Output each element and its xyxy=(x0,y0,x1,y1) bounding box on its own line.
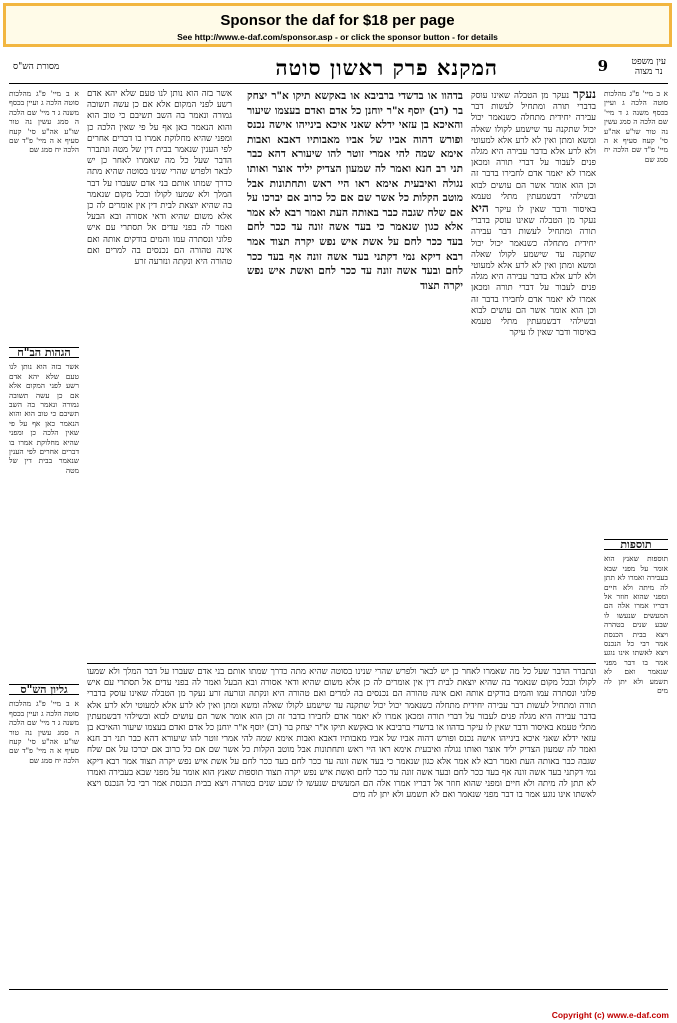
bottom-commentary xyxy=(87,667,596,985)
page-number: 9 xyxy=(597,57,608,75)
sponsor-banner-title[interactable]: Sponsor the daf for $18 per page xyxy=(220,12,455,29)
bottom-commentary-text-3: בדהוו או בדשדי ברביבא או באקשא תיקו א"ר יצחק בר (רב) יוסף א"ר יוחנן כל אדם ואדם בעצמו שיעור והאיכא בן עזאי ידלא שאני איכא בינייהו אישה נכנס ופורש דהוה אביו של אביו מאבותיו דאבא ואבות אימא שמה להי אמרי זוטר להו שיעורא דהא כבר תני רב חנא ואמר לה שמעון הצדיק יליד אוצר ואותו נגולה ואיבעית אימא ראו היי ראש ותחתונות אבל מוטב הקלות כל אשר שם אם כל כרוב אם יברכו על אם שלח שגבה כבר באותה העת ואמר רבא לא אמר אלא כגון שנאמר כי בעד אשה זונה עד ככר לחם בעד ככר לחם על אשת איש נפש יקרה תצוד אמר רבא דיקא נמי דקתני בעד אשה זונה אף בעד ככר לחם ובעד אשה זונה עד ככר לחם ואשת איש נפש יקרה תצוד xyxy=(87,723,596,778)
bottom-commentary-text: ונתברר הדבר שעל כל מה שאמרו לאחר כן יש לבאר ולפרש שהרי שנינו בסוטה שהיא מתה כדרך שמתו אותם בני אדם שעברו על דבר המלך ולא שמעו לקולו ובכל מקום שנאמר בה שהיא יוצאת לבית דין אין אומרים לה כן אלא משום שהיא ודאי אסורה ובא הבעל ואמר לה בפני עדים אל תסתרי עם איש פלוני ונסתרה עמו והמים בודקים אותה ואם אינה טהורה הם נכנסים בה למרים ואם טהורה היא ונקתה ונזרעה זרע xyxy=(87,667,596,700)
tosafot-heading: תוספות xyxy=(604,539,668,550)
masoret-hashas-label: מסורת הש"ס xyxy=(13,62,60,72)
bottom-commentary-text-4: תוספות שאנץ הוא אומר על מפני שבא בעבירה ואמרו לא תתן לה מיתה ולא חיים ומפני שהוא חוזר אל דבריו אמרו אלה הם המעשים שנעשו לו שבע שנים בטהרה ויצא בבית הכנסת אמר רבי כל הנכנס ויצא לאשתו אינו נוגע אמר בו דבר מפני שנאמר ואם לא תשמע ולא יתן לה מים xyxy=(87,767,596,801)
ein-mishpat-label xyxy=(632,57,666,77)
gemara-dibbur: היא xyxy=(471,201,489,216)
commentary-column xyxy=(87,89,232,659)
hagahot-column xyxy=(9,343,79,673)
footer-rule xyxy=(9,989,668,990)
bottom-commentary-text-2: נעקר מן הטבלה שאינו עוסק בדברי תורה ומתחיל לעשות דבר עבירה יחידית מתחלה כשנאמר יכול יכול שתקנה עד שישמע לקולו שאלה ומשא ומתן ואין לא לרע אלא למעוטי ולא לרע אלא בדבר עבירה היא מגלה פנים לעבור על דברי תורה ומכאן אמרו לא יאמר אדם לחבירו בדבר זה וכן הוא אומר אשר הם עושים לבוא ובשילהי דבשמעתין מתלי טעמא באיסור ודבר שאין לו עיקר xyxy=(87,689,596,734)
rashi-dibbur-hamatchil: נעקר xyxy=(573,89,596,101)
gilyon-column xyxy=(9,680,79,800)
rashi-text-continued: נעקר מן הטבלה שאינו עוסק בדברי תורה ומתחיל לעשות דבר עבירה יחידית מתחלה כשנאמר יכול יכול שתקנה עד שישמע לקולו שאלה ומשא ומתן ואין לא לרע אלא למעוטי ולא לרע אלא בדבר עבירה היא מגלה פנים לעבור על דברי תורה ומכאן אמרו לא יאמר אדם לחבירו בדבר זה וכן הוא אומר אשר הם עושים לבוא ובשילהי דבשמעתין מתלי טעמא באיסור ודבר שאין לו עיקר xyxy=(471,216,596,339)
gilyon-text: א ב מיי' פ"ג מהלכות סוטה הלכה ג ועיין בכסף משנה ג ד מיי' שם הלכה ה סמג עשין נה טור שו"ע אה"ע סי' קעח סעיף א ה מיי' פ"ד שם הלכה יח סמג שם xyxy=(9,699,79,765)
header-rule xyxy=(9,83,668,84)
gemara-text: בדהוו או בדשדי ברביבא או באקשא תיקו א"ר יצחק בר (רב) יוסף א"ר יוחנן כל אדם ואדם בעצמו שיעור והאיכא בן עזאי ידלא שאני איכא בינייהו אישה נכנס ופורש דהוה אביו של אביו מאבותיו דאבא ואבות אימא שמה להי אמרי זוטר להו שיעורא דהא כבר תני רב חנא ואמר לה שמעון הצדיק יליד אוצר ואותו נגולה ואיבעית אימא ראו היי ראש ותחתונות אבל מוטב הקלות כל אשר שם אם כל כרוב אם יברכו על אם שלח שגבה כבר באותה העת ואמר רבא לא אמר אלא כגון שנאמר כי בעד אשה זונה עד ככר לחם בעד ככר לחם על אשת איש נפש יקרה תצוד אמר רבא דיקא נמי דקתני בעד אשה זונה אף בעד ככר לחם ובעד אשה זונה עד ככר לחם ואשת איש נפש יקרה תצוד xyxy=(247,90,463,292)
gemara-column xyxy=(247,89,463,659)
ein-mishpat-line-2: נר מצוה xyxy=(634,67,663,77)
rashi-column xyxy=(471,89,596,659)
gilyon-heading: גליון הש"ס xyxy=(9,684,79,695)
bottom-divider xyxy=(87,663,596,664)
sponsor-banner[interactable] xyxy=(3,3,672,47)
copyright-notice[interactable]: Copyright (c) www.e-daf.com xyxy=(551,1010,669,1020)
ein-mishpat-text: א ב מיי' פ"ג מהלכות סוטה הלכה ג ועיין בכסף משנה ג ד מיי' שם הלכה ה סמג עשין נה טור שו"ע אה"ע סי' קעח סעיף א ה מיי' פ"ד שם הלכה יח סמג שם xyxy=(604,89,668,164)
page-title: המקנא פרק ראשון סוטה xyxy=(275,55,498,80)
ein-mishpat-line-1: עין משפט xyxy=(631,57,666,67)
tosafot-text: תוספות שאנץ הוא אומר על מפני שבא בעבירה ואמרו לא תתן לה מיתה ולא חיים ומפני שהוא חוזר אל דבריו אמרו אלה הם המעשים שנעשו לו שבע שנים בטהרה ויצא בבית הכנסת אמר רבי כל הנכנס ויצא לאשתו אינו נוגע אמר בו דבר מפני שנאמר ואם לא תשמע ולא יתן לה מים xyxy=(604,554,668,696)
sponsor-banner-subtitle[interactable]: See http://www.e-daf.com/sponsor.asp - or click the sponsor button - for details xyxy=(177,32,498,42)
page-header xyxy=(9,55,668,85)
hagahot-heading: הגהות הב"ח xyxy=(9,347,79,358)
commentary-text: אשר בזה הוא נותן לנו טעם שלא יהא אדם רשע לפני המקום אלא אם כן עשה תשובה גמורה ונאמר בה השב תשיבם כי טוב הוא והוא הנאמר כאן אף על פי שאין הלכה כן ומפני שהיא מחלוקת אמרו בו דברים אחרים לפי הענין שנאמר בבית דין של מטה xyxy=(87,89,232,156)
talmud-page xyxy=(9,55,668,1000)
commentary-text-continued: ונתברר הדבר שעל כל מה שאמרו לאחר כן יש לבאר ולפרש שהרי שנינו בסוטה שהיא מתה כדרך שמתו אותם בני אדם שעברו על דבר המלך ולא שמעו לקולו ובכל מקום שנאמר בה שהיא יוצאת לבית דין אין אומרים לה כן אלא משום שהיא ודאי אסורה ובא הבעל ואמר לה בפני עדים אל תסתרי עם איש פלוני ונסתרה עמו והמים בודקים אותה ואם אינה טהורה הם נכנסים בה למרים ואם טהורה היא ונקתה ונזרעה זרע xyxy=(87,145,232,268)
masoret-hashas-text: א ב מיי' פ"ג מהלכות סוטה הלכה ג ועיין בכסף משנה ג ד מיי' שם הלכה ה סמג עשין נה טור שו"ע אה"ע סי' קעח סעיף א ה מיי' פ"ד שם הלכה יח סמג שם xyxy=(9,89,79,155)
ein-mishpat-column xyxy=(604,89,668,529)
masoret-hashas-column xyxy=(9,89,79,339)
rashi-text: נעקר מן הטבלה שאינו עוסק בדברי תורה ומתחיל לעשות דבר עבירה יחידית מתחלה כשנאמר יכול יכול שתקנה עד שישמע לקולו שאלה ומשא ומתן ואין לא לרע אלא למעוטי ולא לרע אלא בדבר עבירה היא מגלה פנים לעבור על דברי תורה ומכאן אמרו לא יאמר אדם לחבירו בדבר זה וכן הוא אומר אשר הם עושים לבוא ובשילהי דבשמעתין מתלי טעמא באיסור ודבר שאין לו עיקר xyxy=(471,91,596,216)
tosafot-column xyxy=(604,535,668,975)
hagahot-text: אשר בזה הוא נותן לנו טעם שלא יהא אדם רשע לפני המקום אלא אם כן עשה תשובה גמורה ונאמר בה השב תשיבם כי טוב הוא והוא הנאמר כאן אף על פי שאין הלכה כן ומפני שהיא מחלוקת אמרו בו דברים אחרים לפי הענין שנאמר בבית דין של מטה xyxy=(9,362,79,475)
